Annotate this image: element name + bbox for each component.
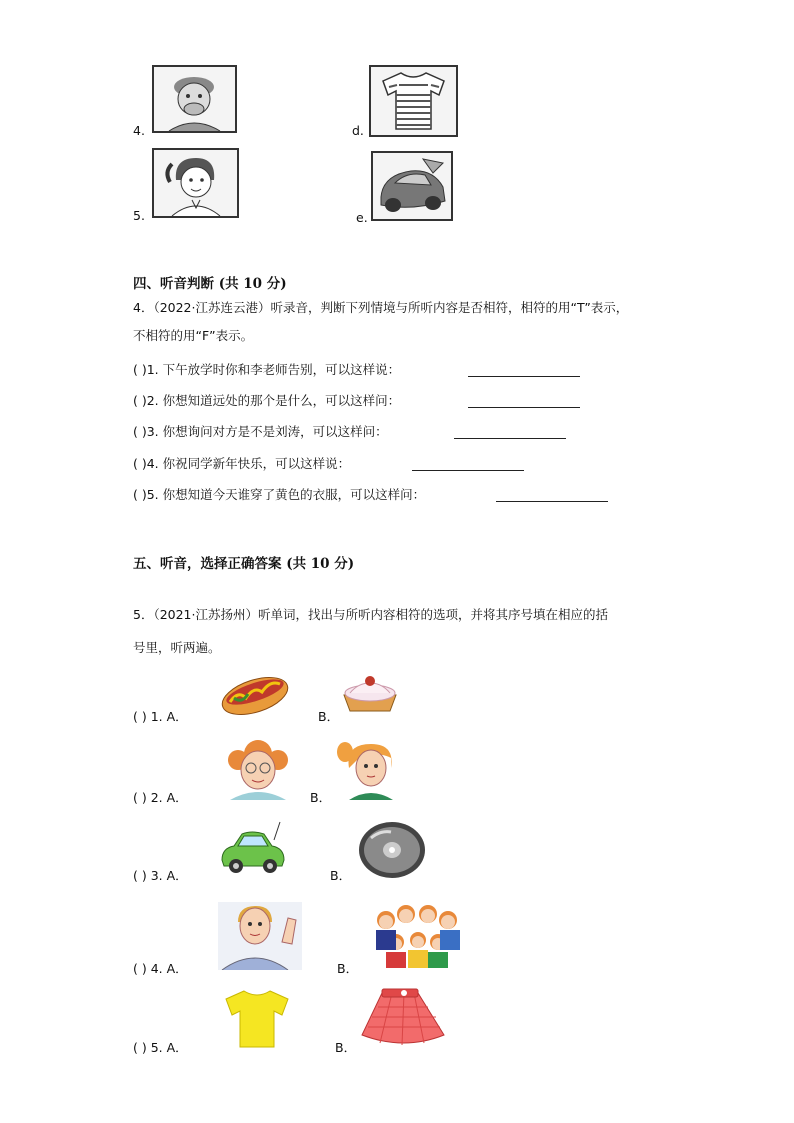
match-letter-e: e.	[356, 210, 368, 225]
answer-paren[interactable]: ( )	[133, 362, 147, 377]
choice-item-5-b-label: B．	[335, 1040, 357, 1055]
hot-dog-image[interactable]	[218, 668, 293, 718]
answer-paren[interactable]: ( )	[133, 456, 147, 471]
choice-item-3-label: ( ) 3. A．	[133, 868, 188, 883]
answer-paren[interactable]: ( )	[133, 487, 147, 502]
judge-item-3	[133, 422, 388, 440]
striped-tshirt-image	[369, 65, 458, 137]
answer-blank-4[interactable]	[412, 456, 524, 471]
answer-paren[interactable]: ( )	[133, 393, 147, 408]
answer-blank-2[interactable]	[468, 393, 580, 408]
red-skirt-image[interactable]	[358, 987, 448, 1049]
choice-item-4-b-label: B．	[337, 961, 359, 976]
section5-question-line1: 5．（2021·江苏扬州）听单词，找出与所听内容相符的选项，并将其序号填在相应的括	[133, 607, 608, 622]
item-text: 5. 你想知道今天谁穿了黄色的衣服，可以这样问：	[146, 487, 426, 502]
section4-question-line1: 4．（2022·江苏连云港）听录音，判断下列情境与所听内容是否相符，相符的用“T”表示，	[133, 300, 629, 315]
item-text: 2. 你想知道远处的那个是什么，可以这样问：	[146, 393, 401, 408]
choice-item-2-b-label: B．	[310, 790, 332, 805]
toy-car-image	[371, 151, 453, 221]
match-number-5: 5.	[133, 208, 145, 223]
answer-paren[interactable]: ( )	[133, 424, 147, 439]
yellow-tshirt-image[interactable]	[220, 987, 295, 1049]
cake-image[interactable]	[340, 673, 400, 715]
cd-image[interactable]	[357, 820, 427, 880]
family-image[interactable]	[370, 898, 465, 970]
girl-smiling-image	[152, 148, 239, 218]
section4-question-line2: 不相符的用“F”表示。	[133, 328, 254, 343]
item-text: 4. 你祝同学新年快乐，可以这样说：	[146, 456, 351, 471]
choice-item-5-label: ( ) 5. A．	[133, 1040, 188, 1055]
judge-item-1	[133, 360, 400, 378]
item-text: 1. 下午放学时你和李老师告别，可以这样说：	[146, 362, 401, 377]
girl-image[interactable]	[333, 738, 408, 800]
match-letter-d: d.	[352, 123, 364, 138]
answer-blank-5[interactable]	[496, 487, 608, 502]
boy-covering-mouth-image	[152, 65, 237, 133]
judge-item-5	[133, 485, 425, 503]
man-waving-image[interactable]	[218, 902, 302, 970]
section5-question-line2: 号里，听两遍。	[133, 640, 221, 655]
answer-blank-1[interactable]	[468, 362, 580, 377]
choice-item-2-label: ( ) 2. A．	[133, 790, 188, 805]
answer-blank-3[interactable]	[454, 424, 566, 439]
choice-item-3-b-label: B．	[330, 868, 352, 883]
green-car-image[interactable]	[218, 820, 288, 878]
choice-item-1-label: ( ) 1. A．	[133, 709, 188, 724]
judge-item-4	[133, 454, 350, 472]
match-number-4: 4.	[133, 123, 145, 138]
item-text: 3. 你想询问对方是不是刘涛，可以这样问：	[146, 424, 388, 439]
judge-item-2	[133, 391, 400, 409]
section4-heading: 四、听音判断 (共 10 分)	[133, 276, 287, 292]
choice-item-4-label: ( ) 4. A．	[133, 961, 188, 976]
choice-item-1-b-label: B．	[318, 709, 340, 724]
section5-heading: 五、听音，选择正确答案 (共 10 分)	[133, 556, 355, 572]
grandmother-image[interactable]	[218, 740, 298, 800]
